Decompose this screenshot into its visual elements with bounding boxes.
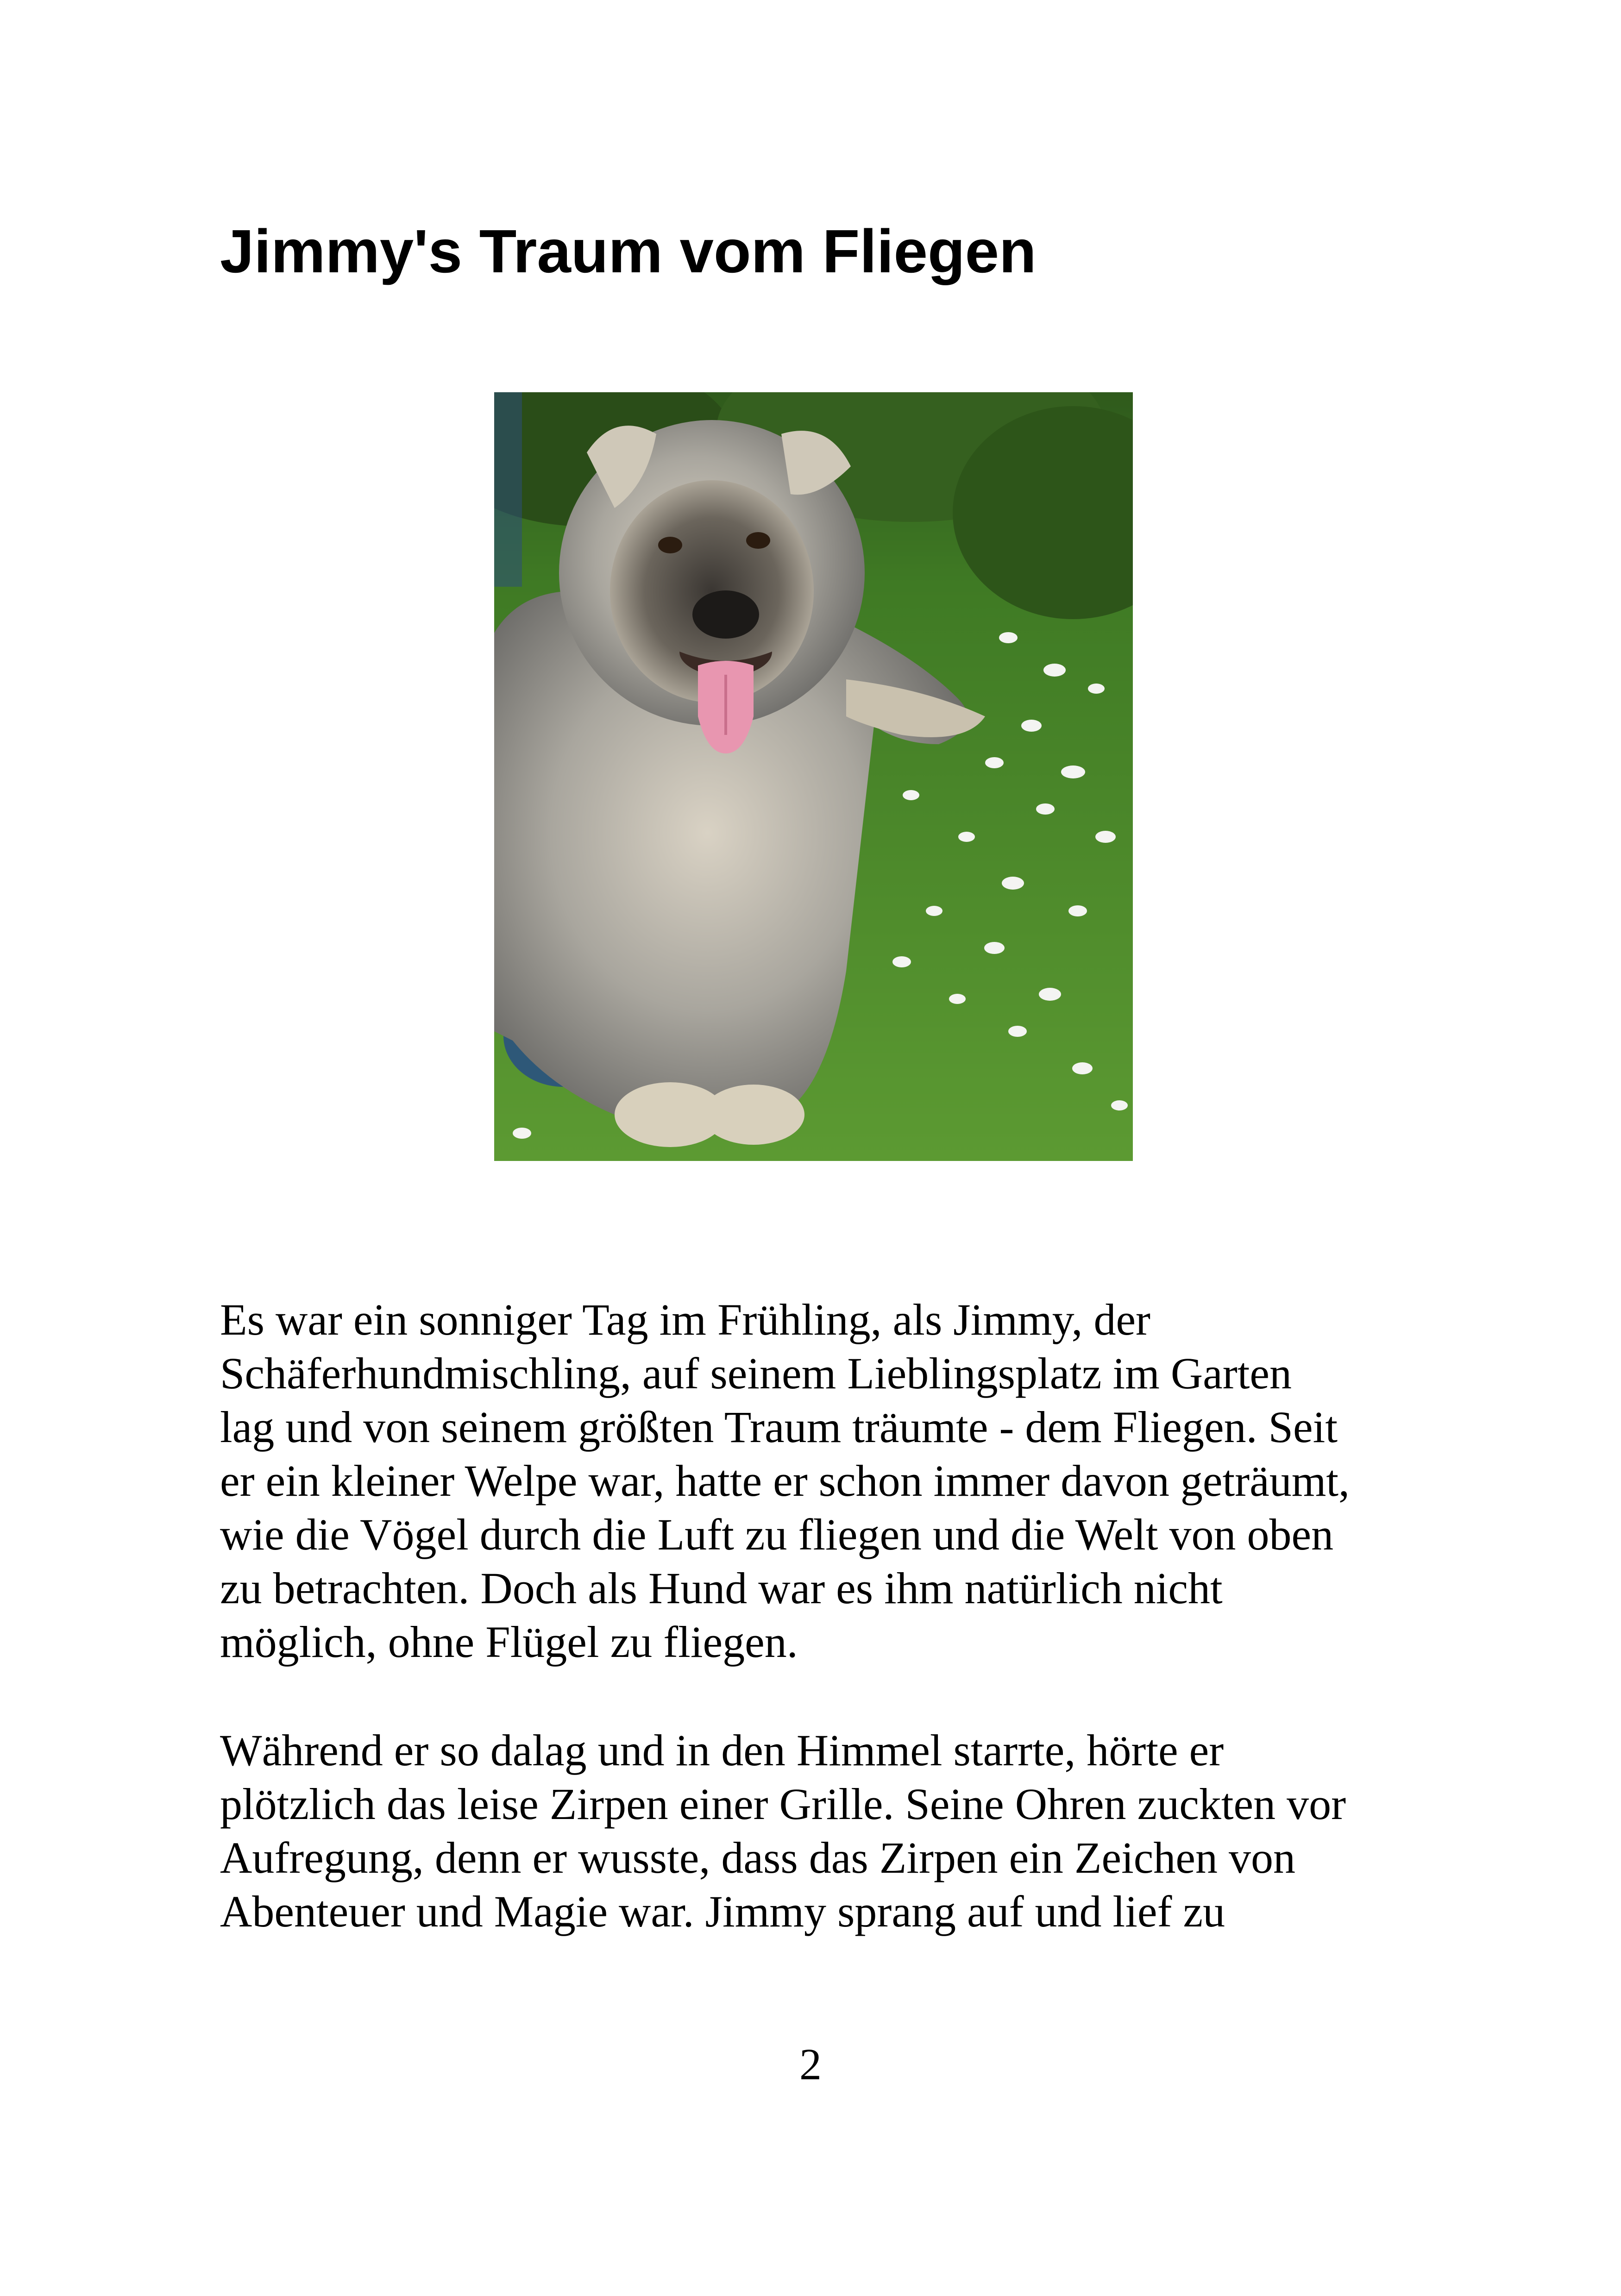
text-line: Während er so dalag und in den Himmel starrte, hörte er bbox=[220, 1725, 1224, 1775]
text-line: er ein kleiner Welpe war, hatte er schon immer davon geträumt, bbox=[220, 1456, 1350, 1506]
text-line: Schäferhundmischling, auf seinem Lieblingsplatz im Garten bbox=[220, 1349, 1292, 1398]
paragraph-1 bbox=[220, 1293, 1470, 1669]
text-line: wie die Vögel durch die Luft zu fliegen und die Welt von oben bbox=[220, 1510, 1334, 1559]
page-number: 2 bbox=[799, 2039, 822, 2089]
text-line: lag und von seinem größten Traum träumte - dem Fliegen. Seit bbox=[220, 1402, 1338, 1452]
text-line: möglich, ohne Flügel zu fliegen. bbox=[220, 1617, 798, 1667]
text-line: Abenteuer und Magie war. Jimmy sprang auf und lief zu bbox=[220, 1887, 1225, 1936]
text-line: Aufregung, denn er wusste, dass das Zirpen ein Zeichen von bbox=[220, 1833, 1295, 1882]
text-line: plötzlich das leise Zirpen einer Grille. Seine Ohren zuckten vor bbox=[220, 1779, 1346, 1829]
text-line: zu betrachten. Doch als Hund war es ihm natürlich nicht bbox=[220, 1563, 1223, 1613]
dog-photo-icon bbox=[494, 392, 1133, 1161]
paragraph-2 bbox=[220, 1724, 1470, 1938]
dog-photo bbox=[494, 392, 1133, 1161]
text-line: Es war ein sonniger Tag im Frühling, als Jimmy, der bbox=[220, 1295, 1151, 1344]
page-title: Jimmy's Traum vom Fliegen bbox=[220, 217, 1037, 285]
